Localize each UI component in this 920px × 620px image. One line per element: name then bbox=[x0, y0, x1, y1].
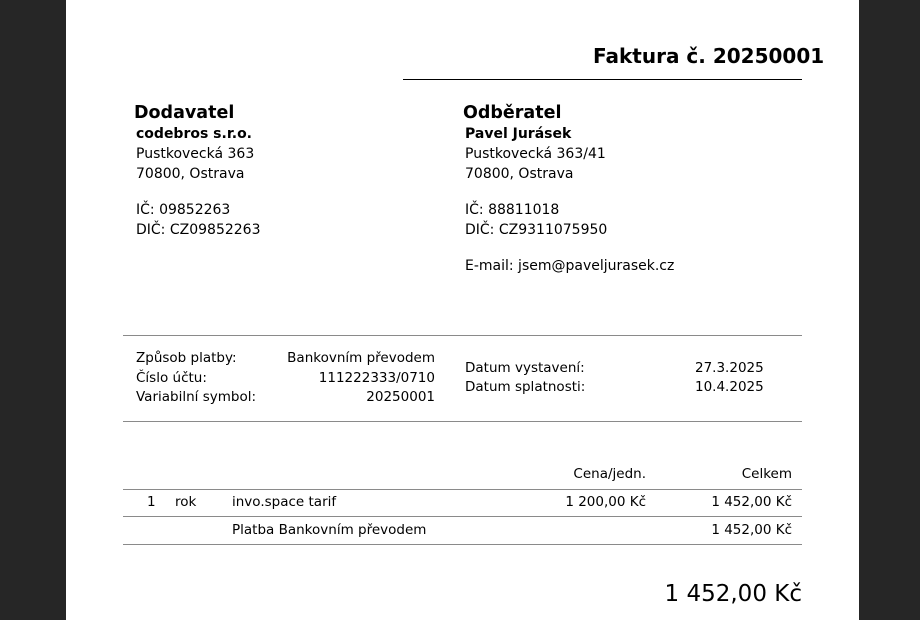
invoice-title: Faktura č. 20250001 bbox=[593, 44, 825, 68]
item-description: invo.space tarif bbox=[232, 494, 337, 510]
invoice-page bbox=[66, 0, 859, 620]
customer-ic: IČ: 88811018 bbox=[465, 202, 560, 218]
row-divider bbox=[123, 544, 802, 545]
item-quantity: 1 bbox=[147, 494, 156, 510]
customer-street: Pustkovecká 363/41 bbox=[465, 146, 606, 162]
due-date-value: 10.4.2025 bbox=[695, 379, 764, 395]
customer-dic: DIČ: CZ9311075950 bbox=[465, 222, 608, 238]
payment-method-label: Způsob platby: bbox=[136, 350, 237, 366]
table-header-divider bbox=[123, 489, 802, 490]
item-description: Platba Bankovním převodem bbox=[232, 522, 427, 538]
customer-name: Pavel Jurásek bbox=[465, 126, 572, 142]
column-header-total: Celkem bbox=[741, 466, 792, 482]
item-total: 1 452,00 Kč bbox=[711, 522, 792, 538]
row-divider bbox=[123, 516, 802, 517]
item-total: 1 452,00 Kč bbox=[711, 494, 792, 510]
account-label: Číslo účtu: bbox=[136, 370, 207, 386]
supplier-street: Pustkovecká 363 bbox=[136, 146, 255, 162]
supplier-heading: Dodavatel bbox=[134, 103, 235, 123]
item-unit-price: 1 200,00 Kč bbox=[565, 494, 646, 510]
item-unit: rok bbox=[175, 494, 197, 510]
variable-symbol-label: Variabilní symbol: bbox=[136, 389, 257, 405]
divider bbox=[123, 335, 802, 336]
customer-email: E-mail: jsem@paveljurasek.cz bbox=[465, 258, 675, 274]
supplier-ic: IČ: 09852263 bbox=[136, 202, 231, 218]
title-divider bbox=[403, 79, 802, 80]
issue-date-label: Datum vystavení: bbox=[465, 360, 585, 376]
column-header-unit-price: Cena/jedn. bbox=[573, 466, 646, 482]
grand-total: 1 452,00 Kč bbox=[664, 581, 802, 607]
payment-method-value: Bankovním převodem bbox=[287, 350, 435, 366]
variable-symbol-value: 20250001 bbox=[366, 389, 435, 405]
issue-date-value: 27.3.2025 bbox=[695, 360, 764, 376]
supplier-dic: DIČ: CZ09852263 bbox=[136, 222, 261, 238]
due-date-label: Datum splatnosti: bbox=[465, 379, 586, 395]
supplier-name: codebros s.r.o. bbox=[136, 126, 252, 142]
supplier-city: 70800, Ostrava bbox=[136, 166, 245, 182]
customer-city: 70800, Ostrava bbox=[465, 166, 574, 182]
account-value: 111222333/0710 bbox=[318, 370, 435, 386]
customer-heading: Odběratel bbox=[463, 103, 562, 123]
divider bbox=[123, 421, 802, 422]
